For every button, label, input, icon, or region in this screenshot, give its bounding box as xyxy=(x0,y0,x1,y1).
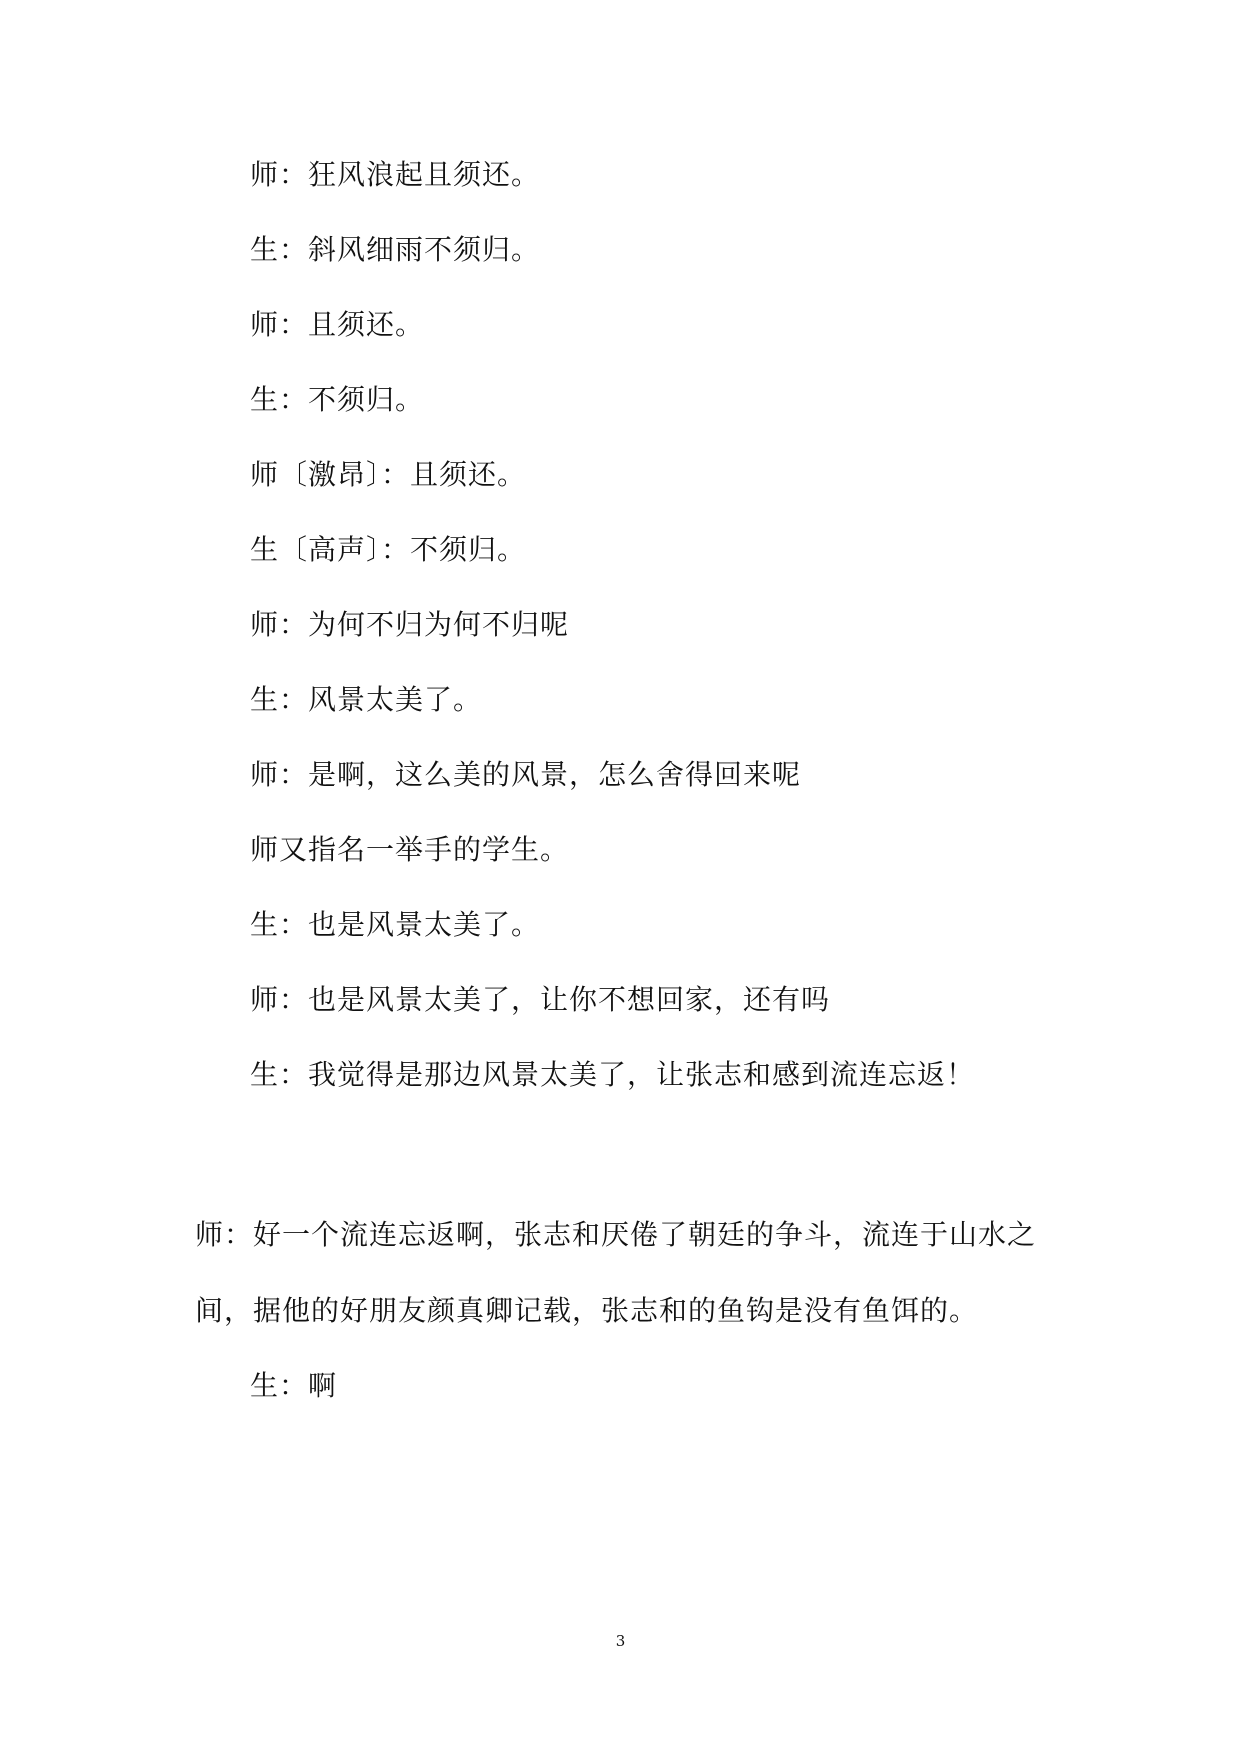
narration-line: 师又指名一举手的学生。 xyxy=(250,833,570,866)
dialogue-line: 师〔激昂〕：且须还。 xyxy=(250,458,527,491)
dialogue-line: 生：也是风景太美了。 xyxy=(250,908,541,941)
dialogue-line: 师：是啊，这么美的风景，怎么舍得回来呢 xyxy=(250,758,802,791)
dialogue-line: 师：狂风浪起且须还。 xyxy=(250,158,541,191)
dialogue-line: 生〔高声〕：不须归。 xyxy=(250,533,527,566)
dialogue-line: 师：且须还。 xyxy=(250,308,425,341)
dialogue-line: 生：风景太美了。 xyxy=(250,683,483,716)
dialogue-line: 师：为何不归为何不归呢 xyxy=(250,608,570,641)
dialogue-line: 生：我觉得是那边风景太美了，让张志和感到流连忘返！ xyxy=(250,1058,976,1091)
paragraph-line: 间，据他的好朋友颜真卿记载，张志和的鱼钩是没有鱼饵的。 xyxy=(195,1294,979,1327)
dialogue-line: 生：啊 xyxy=(250,1369,338,1402)
paragraph-line: 师：好一个流连忘返啊，张志和厌倦了朝廷的争斗，流连于山水之 xyxy=(195,1218,1037,1251)
dialogue-line: 师：也是风景太美了，让你不想回家，还有吗 xyxy=(250,983,831,1016)
dialogue-line: 生：斜风细雨不须归。 xyxy=(250,233,541,266)
page-number: 3 xyxy=(615,1632,626,1650)
dialogue-line: 生：不须归。 xyxy=(250,383,425,416)
